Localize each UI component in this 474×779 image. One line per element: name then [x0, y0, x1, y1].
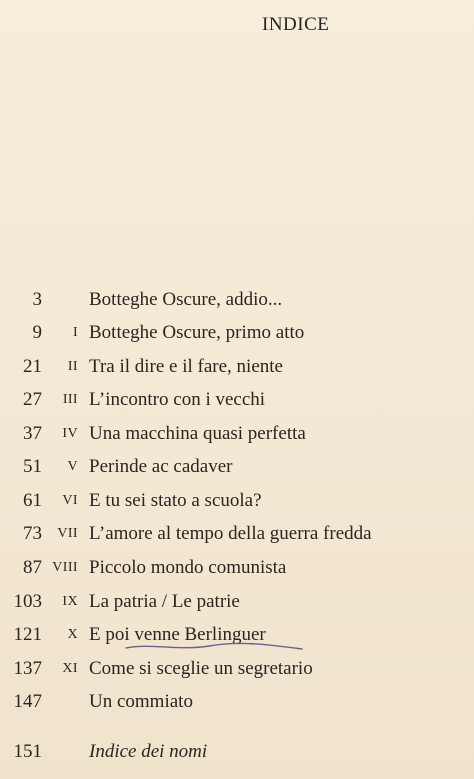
toc-entry [0, 419, 474, 449]
pen-scribble-mark [124, 642, 304, 652]
toc-entry [0, 318, 474, 348]
toc-chapter-number: VIII [52, 560, 78, 575]
toc-title: E poi venne Berlinguer [89, 624, 266, 645]
toc-entry [0, 587, 474, 617]
toc-page-number: 3 [32, 289, 42, 310]
toc-chapter-number: V [67, 459, 78, 474]
toc-title: Botteghe Oscure, primo atto [89, 322, 305, 343]
toc-entry [0, 452, 474, 482]
toc-page-number: 151 [13, 741, 42, 762]
toc-page-number: 103 [13, 591, 42, 612]
toc-entry [0, 519, 474, 549]
toc-title: L’amore al tempo della guerra fredda [89, 523, 372, 544]
toc-title: Indice dei nomi [89, 741, 208, 762]
toc-entry [0, 285, 474, 315]
toc-entry [0, 737, 474, 767]
toc-title: Perinde ac cadaver [89, 456, 233, 477]
toc-title: Piccolo mondo comunista [89, 557, 287, 578]
toc-entry [0, 385, 474, 415]
toc-title: L’incontro con i vecchi [89, 389, 266, 410]
toc-chapter-number: III [62, 392, 78, 407]
toc-title: Una macchina quasi perfetta [89, 423, 306, 444]
toc-chapter-number: VII [57, 526, 78, 541]
toc-page-number: 147 [13, 691, 42, 712]
toc-page-number: 27 [23, 389, 42, 410]
toc-title: Un commiato [89, 691, 193, 712]
toc-chapter-number: II [67, 359, 78, 374]
toc-entry [0, 352, 474, 382]
toc-page-number: 61 [23, 490, 42, 511]
toc-title: Come si sceglie un segretario [89, 658, 313, 679]
toc-title: Botteghe Oscure, addio... [89, 289, 283, 310]
toc-page-number: 137 [13, 658, 42, 679]
toc-chapter-number: VI [62, 493, 78, 508]
toc-chapter-number: I [72, 325, 78, 340]
toc-page-number: 21 [23, 356, 42, 377]
toc-chapter-number: IX [62, 594, 78, 609]
toc-entry [0, 553, 474, 583]
toc-entry [0, 687, 474, 717]
toc-title: La patria / Le patrie [89, 591, 240, 612]
toc-page-number: 121 [13, 624, 42, 645]
toc-chapter-number: XI [62, 661, 78, 676]
toc-page-number: 9 [32, 322, 42, 343]
toc-page-number: 51 [23, 456, 42, 477]
toc-title: E tu sei stato a scuola? [89, 490, 262, 511]
toc-entry [0, 654, 474, 684]
toc-page-number: 87 [23, 557, 42, 578]
toc-entry [0, 486, 474, 516]
toc-page-number: 37 [23, 423, 42, 444]
toc-title: Tra il dire e il fare, niente [89, 356, 283, 377]
toc-chapter-number: IV [62, 426, 78, 441]
toc-page-number: 73 [23, 523, 42, 544]
page-title: INDICE [262, 14, 330, 35]
toc-chapter-number: X [67, 627, 78, 642]
